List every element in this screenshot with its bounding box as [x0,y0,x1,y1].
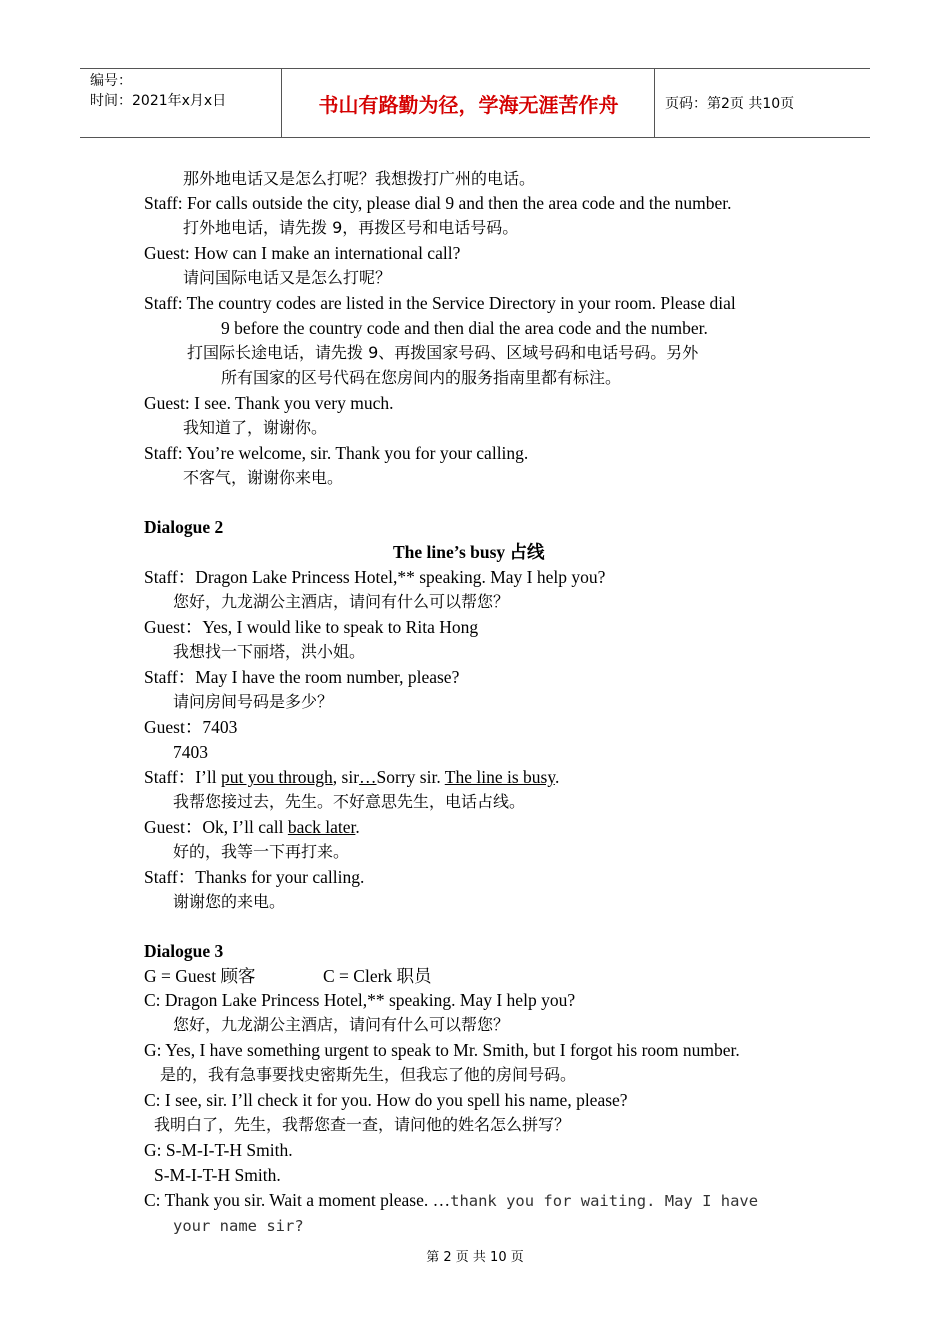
dialogue-line: Guest: I see. Thank you very much. [144,393,394,413]
section-subtitle: The line’s busy 占线 [393,542,545,562]
dialogue-line-cn: 那外地电话又是怎么打呢？我想拨打广州的电话。 [183,169,536,188]
text-run: Staff：I’ll [144,767,221,787]
text-run: Sorry sir. [376,767,445,787]
text-run: C: Thank you sir. Wait a moment please. … [144,1190,451,1210]
dialogue-line-cn: 打外地电话，请先拨 9，再拨区号和电话号码。 [183,218,519,237]
dialogue-line: Guest：Yes, I would like to speak to Rita Hong [144,617,479,637]
document-number-label: 编号： [90,73,132,89]
dialogue-line: 9 before the country code and then dial the area code and the number. [221,318,708,338]
section-heading: Dialogue 3 [144,941,224,961]
dialogue-line-cn: 您好，九龙湖公主酒店，请问有什么可以帮您？ [173,1015,510,1034]
dialogue-line: your name sir? [173,1217,304,1235]
dialogue-line-cn: 我知道了，谢谢你。 [183,418,328,437]
document-date-label: 时间：2021年x月x日 [90,93,227,109]
dialogue-line-cn: 所有国家的区号代码在您房间内的服务指南里都有标注。 [221,368,622,387]
text-run: . [554,767,560,787]
dialogue-line-cn: 谢谢您的来电。 [173,892,286,911]
dialogue-line [144,816,360,838]
header-meta [90,71,226,111]
page-header [80,68,870,138]
dialogue-line-cn: 我帮您接过去，先生。不好意思先生，电话占线。 [173,792,526,811]
dialogue-line: S-M-I-T-H Smith. [154,1165,281,1185]
dialogue-line: Guest: How can I make an international call? [144,243,461,263]
dialogue-line-cn: 是的，我有急事要找史密斯先生，但我忘了他的房间号码。 [160,1065,577,1084]
dialogue-line: Guest：7403 [144,717,238,737]
text-run: . [355,817,360,837]
header-divider [654,69,655,137]
dialogue-line: G: S-M-I-T-H Smith. [144,1140,293,1160]
legend-clerk: C = Clerk 职员 [323,966,432,986]
page-footer: 第 2 页 共 10 页 [426,1250,524,1265]
dialogue-line-cn: 您好，九龙湖公主酒店，请问有什么可以帮您？ [173,592,510,611]
dialogue-line-cn: 请问房间号码是多少？ [173,692,334,711]
dialogue-line: Staff：Thanks for your calling. [144,867,365,887]
dialogue-line: C: I see, sir. I’ll check it for you. How do you spell his name, please? [144,1090,628,1110]
dialogue-line-cn: 不客气，谢谢你来电。 [183,468,344,487]
header-motto: 书山有路勤为径，学海无涯苦作舟 [318,93,619,117]
dialogue-line: C: Dragon Lake Princess Hotel,** speaking. May I help you? [144,990,576,1010]
header-page-number: 页码：第2页 共10页 [665,96,795,112]
dialogue-line: 7403 [173,742,208,762]
dialogue-line: Staff: For calls outside the city, please dial 9 and then the area code and the number. [144,193,732,213]
dialogue-line: Staff：May I have the room number, please? [144,667,460,687]
dialogue-line-cn: 我明白了，先生，我帮您查一查，请问他的姓名怎么拼写？ [154,1115,571,1134]
legend-guest: G = Guest 顾客 [144,966,256,986]
underlined-phrase: put you through [220,767,333,787]
dialogue-line: G: Yes, I have something urgent to speak to Mr. Smith, but I forgot his room number. [144,1040,740,1060]
dialogue-line-cn: 我想找一下丽塔，洪小姐。 [173,642,366,661]
text-run: Guest：Ok, I’ll call [144,817,288,837]
text-run: , sir [332,767,360,787]
dialogue-line: Staff: The country codes are listed in the Service Directory in your room. Please dial [144,293,736,313]
monospace-run: thank you for waiting. May I have [450,1192,759,1210]
dialogue-line [144,1189,758,1212]
dialogue-line: Staff: You’re welcome, sir. Thank you for your calling. [144,443,529,463]
underlined-ellipsis: … [359,767,377,787]
dialogue-line [144,766,559,788]
underlined-phrase: back later [287,817,356,837]
dialogue-line-cn: 请问国际电话又是怎么打呢？ [183,268,392,287]
dialogue-line: Staff：Dragon Lake Princess Hotel,** speaking. May I help you? [144,567,606,587]
underlined-phrase: The line is busy [444,767,555,787]
dialogue-line-cn: 打国际长途电话，请先拨 9、再拨国家号码、区域号码和电话号码。另外 [187,343,699,362]
dialogue-line-cn: 好的，我等一下再打来。 [173,842,350,861]
section-heading: Dialogue 2 [144,517,224,537]
